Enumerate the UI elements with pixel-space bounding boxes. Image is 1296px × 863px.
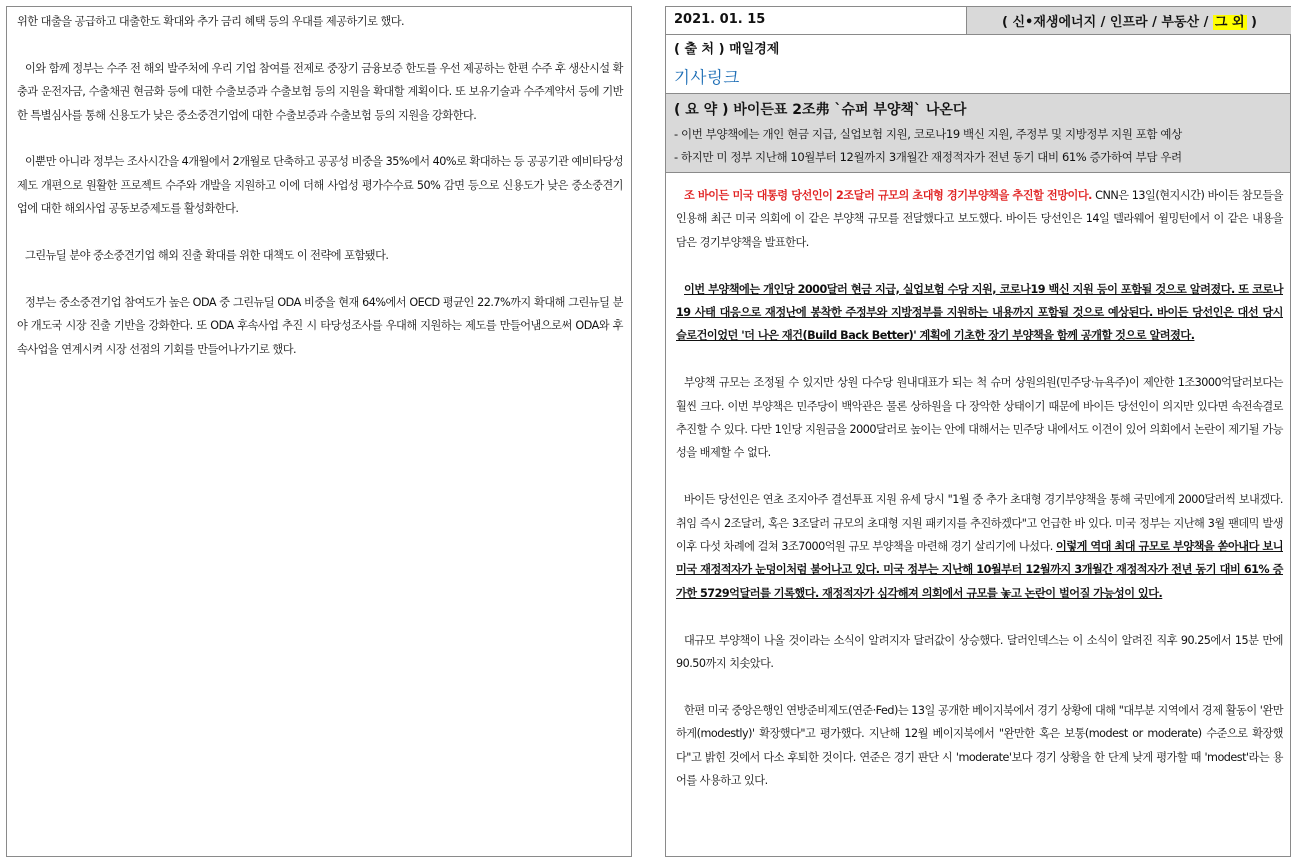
left-page: [6, 6, 632, 857]
summary-box: [666, 94, 1290, 173]
source-box: [666, 35, 1290, 94]
article-date: 2021. 01. 15: [674, 12, 766, 27]
left-paragraph-1: 위한 대출을 공급하고 대출한도 확대와 추가 금리 혜택 등의 우대를 제공하기로 했다.: [17, 15, 405, 28]
summary-title: ( 요 약 ) 바이든표 2조弗 `슈퍼 부양책` 나온다: [674, 102, 967, 118]
right-article-body: [676, 184, 1283, 816]
right-paragraph-3: 부양책 규모는 조정될 수 있지만 상원 다수당 원내대표가 되는 척 슈머 상원의원(민주당·뉴욕주)이 제안한 1조3000억달러보다는 훨씬 크다. 이번 부양책은 민주당이 백악관은 물론 상하원을 다 장악한 상태이기 때문에 바이든 당선인이 의지만 있다면 속전속결로 추진할 수 있다. 다만 1인당 지원금을 2000달러로 높이는 안에 대해서는 민주당 내에서도 이견이 있어 의회에서 논란이 제기될 가능성을 배제할 수 없다.: [676, 376, 1283, 460]
category-box: [966, 7, 1291, 34]
right-paragraph-6: 한편 미국 중앙은행인 연방준비제도(연준·Fed)는 13일 공개한 베이지북에서 경기 상황에 대해 "대부분 지역에서 경제 활동이 '완만하게(modestly)' 확장했다"고 평가했다. 지난해 12월 베이지북에서 "완만한 혹은 보통(modest or moderate) 수준으로 확장했다"고 밝힌 것에서 다소 후퇴한 것이다. 연준은 경기 판단 시 'moderate'보다 경기 상황을 한 단계 낮게 평가할 때 'modest'라는 용어를 사용하고 있다.: [676, 703, 1283, 788]
source-label: ( 출 처 ) 매일경제: [674, 42, 780, 57]
left-paragraph-4: 그린뉴딜 분야 중소중견기업 해외 진출 확대를 위한 대책도 이 전략에 포함됐다.: [25, 249, 389, 263]
headline-sentence: 조 바이든 미국 대통령 당선인이 2조달러 규모의 초대형 경기부양책을 추진할 전망이다.: [684, 189, 1092, 202]
category-tags: [1002, 11, 1257, 30]
summary-item: - 하지만 미 정부 지난해 10월부터 12월까지 3개월간 재정적자가 전년 동기 대비 61% 증가하여 부담 우려: [674, 150, 1182, 164]
category-highlight: 그 외: [1214, 15, 1245, 30]
right-paragraph-4: [676, 488, 1283, 605]
paragraph-text: CNN은 13일(현지시간) 바이든 참모들을 인용해 최근 미국 의회에 이 같은 부양책 규모를 전달했다고 보도했다. 바이든 당선인은 14일 델라웨어 윌밍턴에서 이 같은 내용을 담은 경기부양책을 발표한다.: [676, 189, 1284, 249]
category-prefix: ( 신•재생에너지 / 인프라 / 부동산 /: [1002, 15, 1213, 30]
left-paragraph-3: 이뿐만 아니라 정부는 조사시간을 4개월에서 2개월로 단축하고 공공성 비중을 35%에서 40%로 확대하는 등 공공기관 예비타당성 제도 개편으로 원활한 프로젝트 수주와 개발을 지원하고 이에 더해 사업성 평가수수료 50% 감면 등으로 신용도가 낮은 중소중견기업에 대한 해외사업 공동보증제도를 활성화한다.: [17, 155, 623, 216]
left-article-body: [17, 10, 623, 384]
right-paragraph-2: [676, 278, 1283, 348]
emphasized-text: 이번 부양책에는 개인당 2000달러 현금 지급, 실업보험 수당 지원, 코로나19 백신 지원 등이 포함될 것으로 알려졌다. 또 코로나19 사태 대응으로 재정난에 봉착한 주정부와 지방정부를 지원하는 내용까지 포함될 것으로 예상된다. 바이든 당선인은 대선 당시 슬로건이었던 '더 나은 재건(Build Back Better)' 계획에 기초한 장기 부양책을 함께 공개할 것으로 알려졌다.: [676, 282, 1283, 343]
right-paragraph-1: [676, 184, 1283, 254]
article-link[interactable]: 기사링크: [674, 68, 740, 87]
emphasized-text: 이렇게 역대 최대 규모로 부양책을 쏟아내다 보니 미국 재정적자가 눈덩이처럼 불어나고 있다. 미국 정부는 지난해 10월부터 12월까지 3개월간 재정적자가 전년 동기 대비 61% 증가한 5729억달러를 기록했다. 재정적자가 심각해져 의회에서 규모를 놓고 논란이 벌어질 가능성이 있다.: [676, 540, 1283, 600]
summary-item: - 이번 부양책에는 개인 현금 지급, 실업보험 지원, 코로나19 백신 지원, 주정부 및 지방정부 지원 포함 예상: [674, 127, 1182, 141]
category-suffix: ): [1246, 15, 1257, 30]
left-paragraph-2: 이와 함께 정부는 수주 전 해외 발주처에 우리 기업 참여를 전제로 중장기 금융보증 한도를 우선 제공하는 한편 수주 후 생산시설 확충과 운전자금, 수출채권 현금화 등에 대한 수출보증과 수출보험 등의 지원을 확대할 계획이다. 또 보유기술과 수주계약서 등에 기반한 특별심사를 통해 신용도가 낮은 중소중견기업에 대한 수출보증과 수출보험 등의 지원을 강화한다.: [17, 61, 623, 122]
header-row: [666, 7, 1290, 35]
right-paragraph-5: 대규모 부양책이 나올 것이라는 소식이 알려지자 달러값이 상승했다. 달러인덱스는 이 소식이 알려진 직후 90.25에서 15분 만에 90.50까지 치솟았다.: [676, 633, 1283, 671]
left-paragraph-5: 정부는 중소중견기업 참여도가 높은 ODA 중 그린뉴딜 ODA 비중을 현재 64%에서 OECD 평균인 22.7%까지 확대해 그린뉴딜 분야 개도국 시장 진출 기반을 강화한다. 또 ODA 후속사업 추진 시 타당성조사를 우대해 지원하는 제도를 만들어냄으로써 ODA와 후속사업을 연계시켜 시장 선점의 기회를 만들어나가기로 했다.: [17, 295, 623, 356]
paragraph-text: 바이든 당선인은 연초 조지아주 결선투표 지원 유세 당시 "1월 중 추가 초대형 경기부양책을 통해 국민에게 2000달러씩 보내겠다. 취임 즉시 2조달러, 혹은 3조달러 규모의 초대형 지원 패키지를 추진하겠다"고 언급한 바 있다. 미국 정부는 지난해 3월 팬데믹 발생 이후 다섯 차례에 걸쳐 3조7000억원 규모 부양책을 마련해 경기 살리기에 나섰다.: [676, 493, 1283, 554]
right-page: [665, 6, 1291, 857]
